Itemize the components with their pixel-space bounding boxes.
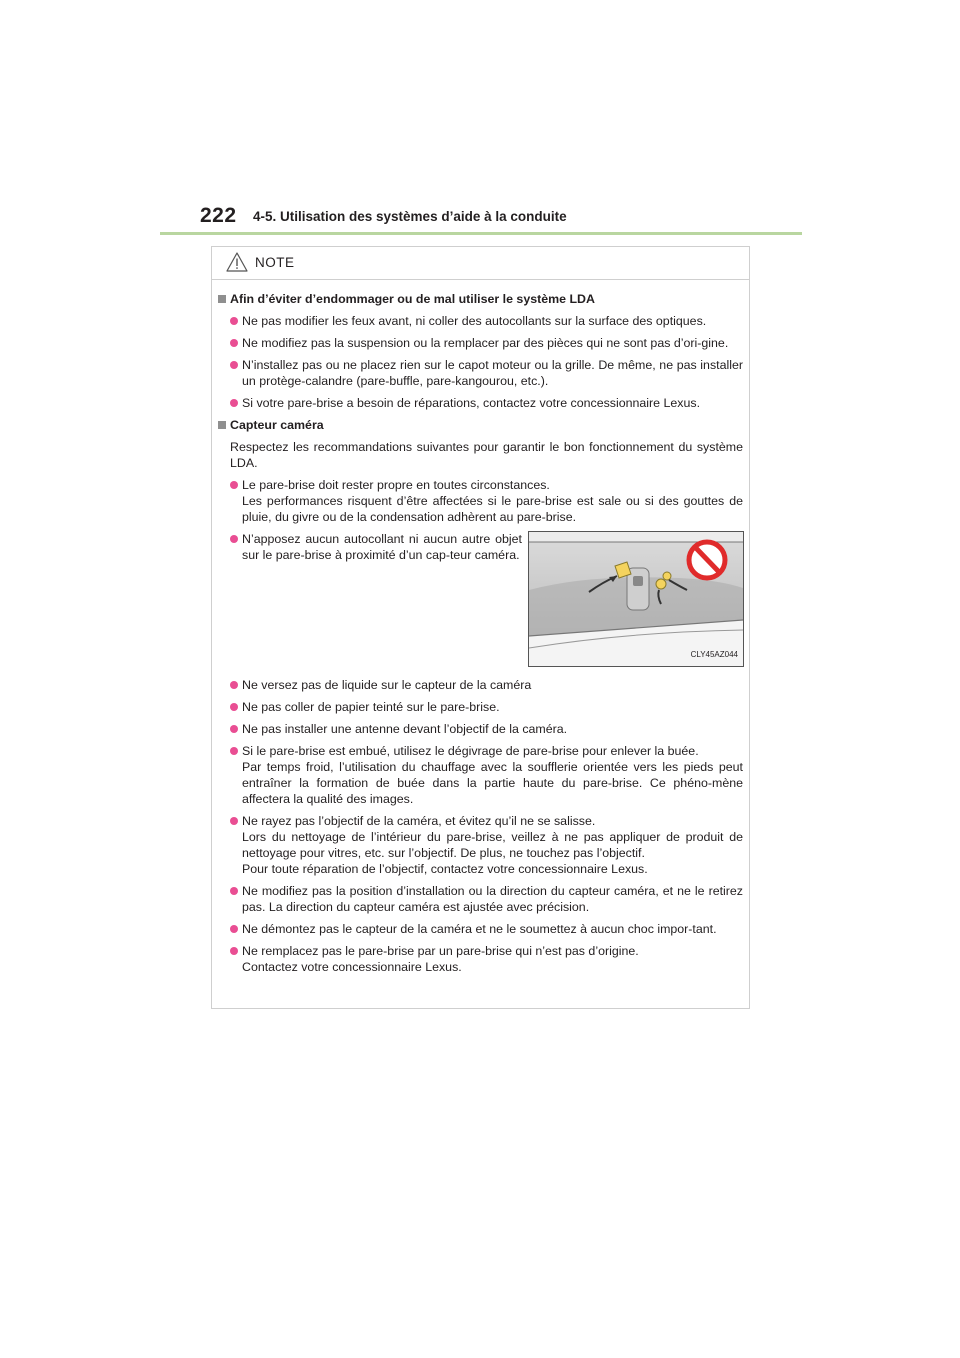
windshield-camera-illustration (528, 531, 744, 667)
camera-intro: Respectez les recommandations suivantes pour garantir le bon fonctionnement du système LDA. (230, 440, 743, 470)
figure-code: CLY45AZ044 (690, 650, 738, 659)
header-rule (160, 232, 802, 235)
list-item (212, 313, 749, 329)
bullet-line: Le pare-brise doit rester propre en toutes circonstances. (242, 478, 550, 492)
section-title: 4-5. Utilisation des systèmes d’aide à la conduite (253, 209, 567, 224)
bullet-dot-icon (230, 681, 238, 689)
bullet-line: Ne modifiez pas la position d’installation ou la direction du capteur caméra, et ne le retirez pas. La direction du capteur caméra est ajustée avec précision. (242, 884, 743, 914)
page-header (160, 204, 802, 236)
bullet-line: Ne remplacez pas le pare-brise par un pare-brise qui n’est pas d’origine. (242, 944, 639, 958)
page-number: 222 (200, 204, 237, 227)
bullet-dot-icon (230, 947, 238, 955)
square-marker-icon (218, 421, 226, 429)
bullet-dot-icon (230, 399, 238, 407)
list-item (212, 699, 749, 715)
bullet-line: Ne pas installer une antenne devant l’objectif de la caméra. (242, 722, 568, 736)
list-item (212, 743, 749, 807)
list-item (212, 677, 749, 693)
note-title: NOTE (255, 255, 295, 270)
bullet-line: Ne rayez pas l’objectif de la caméra, et évitez qu’il ne se salisse. (242, 814, 596, 828)
bullet-line: Contactez votre concessionnaire Lexus. (242, 960, 462, 974)
note-header (212, 247, 749, 280)
windshield-illustration-icon (529, 532, 743, 666)
bullet-dot-icon (230, 535, 238, 543)
bullet-text: N’apposez aucun autocollant ni aucun autre objet sur le pare-brise à proximité d’un cap-teur caméra. (242, 532, 522, 562)
bullet-line: Par temps froid, l’utilisation du chauffage avec la soufflerie orientée vers les pieds peut entraîner la formation de buée dans la partie haute du pare-brise. Ce phéno-mène affectera la qualité des images. (242, 760, 743, 806)
section-heading-camera (212, 417, 749, 433)
list-item (212, 921, 749, 937)
camera-bullet-list (212, 677, 749, 975)
square-marker-icon (218, 295, 226, 303)
list-item (212, 531, 528, 563)
section-heading-lda (212, 291, 749, 307)
list-item (212, 813, 749, 877)
bullet-line: Si le pare-brise est embué, utilisez le dégivrage de pare-brise pour enlever la buée. (242, 744, 699, 758)
bullet-line: Les performances risquent d’être affectées si le pare-brise est sale ou si des gouttes de pluie, du givre ou de la condensation adhèrent au pare-brise. (242, 494, 743, 524)
list-item (212, 477, 749, 525)
bullet-dot-icon (230, 747, 238, 755)
bullet-dot-icon (230, 481, 238, 489)
list-item (212, 883, 749, 915)
list-item (212, 721, 749, 737)
bullet-dot-icon (230, 925, 238, 933)
list-item (212, 943, 749, 975)
bullet-line: Si votre pare-brise a besoin de réparations, contactez votre concessionnaire Lexus. (242, 396, 701, 410)
figure-row (212, 531, 749, 669)
bullet-dot-icon (230, 817, 238, 825)
lda-bullet-list (212, 313, 749, 411)
bullet-line: Ne pas modifier les feux avant, ni coller des autocollants sur la surface des optiques. (242, 314, 707, 328)
bullet-dot-icon (230, 887, 238, 895)
list-item (212, 395, 749, 411)
bullet-line: Pour toute réparation de l’objectif, contactez votre concessionnaire Lexus. (242, 862, 648, 876)
bullet-line: Lors du nettoyage de l’intérieur du pare-brise, veillez à ne pas appliquer de produit de nettoyage pour vitres, etc. sur l’objectif. De plus, ne touchez pas l’objectif. (242, 830, 743, 860)
list-item (212, 335, 749, 351)
bullet-dot-icon (230, 317, 238, 325)
list-item (212, 357, 749, 389)
bullet-dot-icon (230, 361, 238, 369)
bullet-line: Ne pas coller de papier teinté sur le pare-brise. (242, 700, 500, 714)
bullet-dot-icon (230, 339, 238, 347)
heading-text: Afin d’éviter d’endommager ou de mal utiliser le système LDA (230, 292, 595, 306)
note-box (211, 246, 750, 1009)
bullet-line: Ne versez pas de liquide sur le capteur de la caméra (242, 678, 532, 692)
bullet-line: Ne démontez pas le capteur de la caméra et ne le soumettez à aucun choc impor-tant. (242, 922, 717, 936)
bullet-dot-icon (230, 725, 238, 733)
bullet-line: Ne modifiez pas la suspension ou la remplacer par des pièces qui ne sont pas d’ori-gine. (242, 336, 729, 350)
heading-text: Capteur caméra (230, 418, 324, 432)
bullet-line: N’installez pas ou ne placez rien sur le capot moteur ou la grille. De même, ne pas installer un protège-calandre (pare-buffle, pare-kangourou, etc.). (242, 358, 743, 388)
bullet-dot-icon (230, 703, 238, 711)
note-content (212, 291, 749, 981)
warning-triangle-icon (226, 252, 248, 272)
